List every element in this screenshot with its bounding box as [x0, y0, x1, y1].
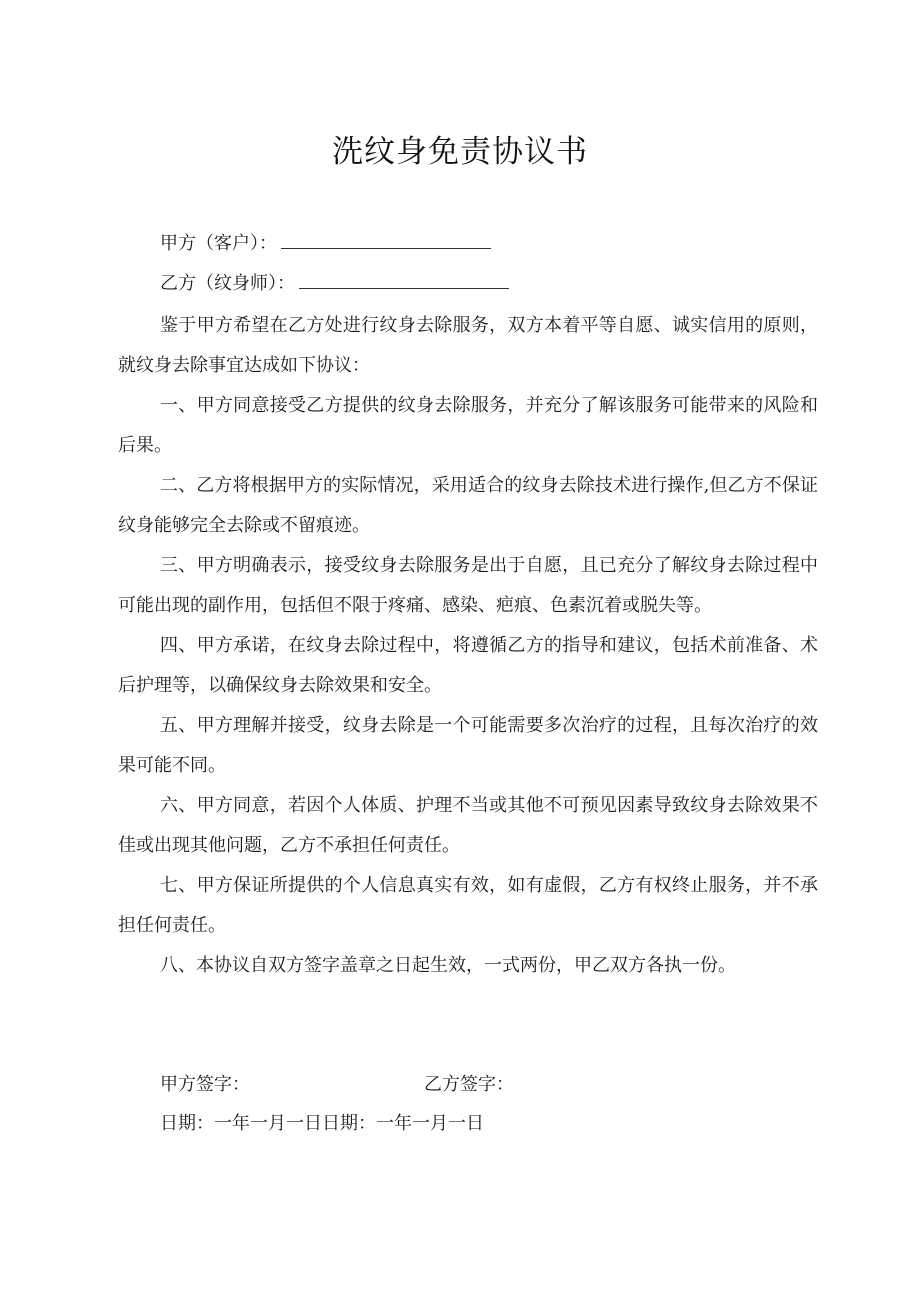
party-a-label: 甲方（客户）： — [160, 233, 277, 254]
clause-6: 六、甲方同意，若因个人体质、护理不当或其他不可预见因素导致纹身去除效果不佳或出现其他问题，乙方不承担任何责任。 — [118, 795, 818, 856]
party-a-line — [160, 230, 491, 257]
clause-4: 四、甲方承诺，在纹身去除过程中，将遵循乙方的指导和建议，包括术前准备、术后护理等，以确保纹身去除效果和安全。 — [118, 635, 818, 696]
party-b-blank — [299, 270, 509, 289]
party-a-blank — [281, 230, 491, 249]
date-line: 日期：一年一月一日日期：一年一月一日 — [160, 1113, 484, 1134]
clause-5: 五、甲方理解并接受，纹身去除是一个可能需要多次治疗的过程，且每次治疗的效果可能不同。 — [118, 715, 818, 776]
clause-7: 七、甲方保证所提供的个人信息真实有效，如有虚假，乙方有权终止服务，并不承担任何责任。 — [118, 875, 818, 936]
clause-1: 一、甲方同意接受乙方提供的纹身去除服务，并充分了解该服务可能带来的风险和后果。 — [118, 395, 818, 456]
party-b-line — [160, 270, 509, 297]
party-b-label: 乙方（纹身师）： — [160, 273, 295, 294]
date-row — [160, 1111, 484, 1137]
document-title: 洗纹身免责协议书 — [332, 134, 588, 170]
clause-3: 三、甲方明确表示，接受纹身去除服务是出于自愿，且已充分了解纹身去除过程中可能出现的副作用，包括但不限于疼痛、感染、疤痕、色素沉着或脱失等。 — [118, 555, 818, 616]
clause-2: 二、乙方将根据甲方的实际情况，采用适合的纹身去除技术进行操作,但乙方不保证纹身能够完全去除或不留痕迹。 — [118, 475, 818, 536]
intro-paragraph: 鉴于甲方希望在乙方处进行纹身去除服务，双方本着平等自愿、诚实信用的原则，就纹身去除事宜达成如下协议： — [118, 315, 818, 376]
signature-row — [160, 1072, 514, 1098]
party-b-signature-label: 乙方签字： — [424, 1074, 514, 1095]
agreement-body — [118, 306, 818, 986]
party-a-signature-label: 甲方签字： — [160, 1074, 250, 1095]
clause-8: 八、本协议自双方签字盖章之日起生效，一式两份，甲乙双方各执一份。 — [160, 955, 736, 976]
